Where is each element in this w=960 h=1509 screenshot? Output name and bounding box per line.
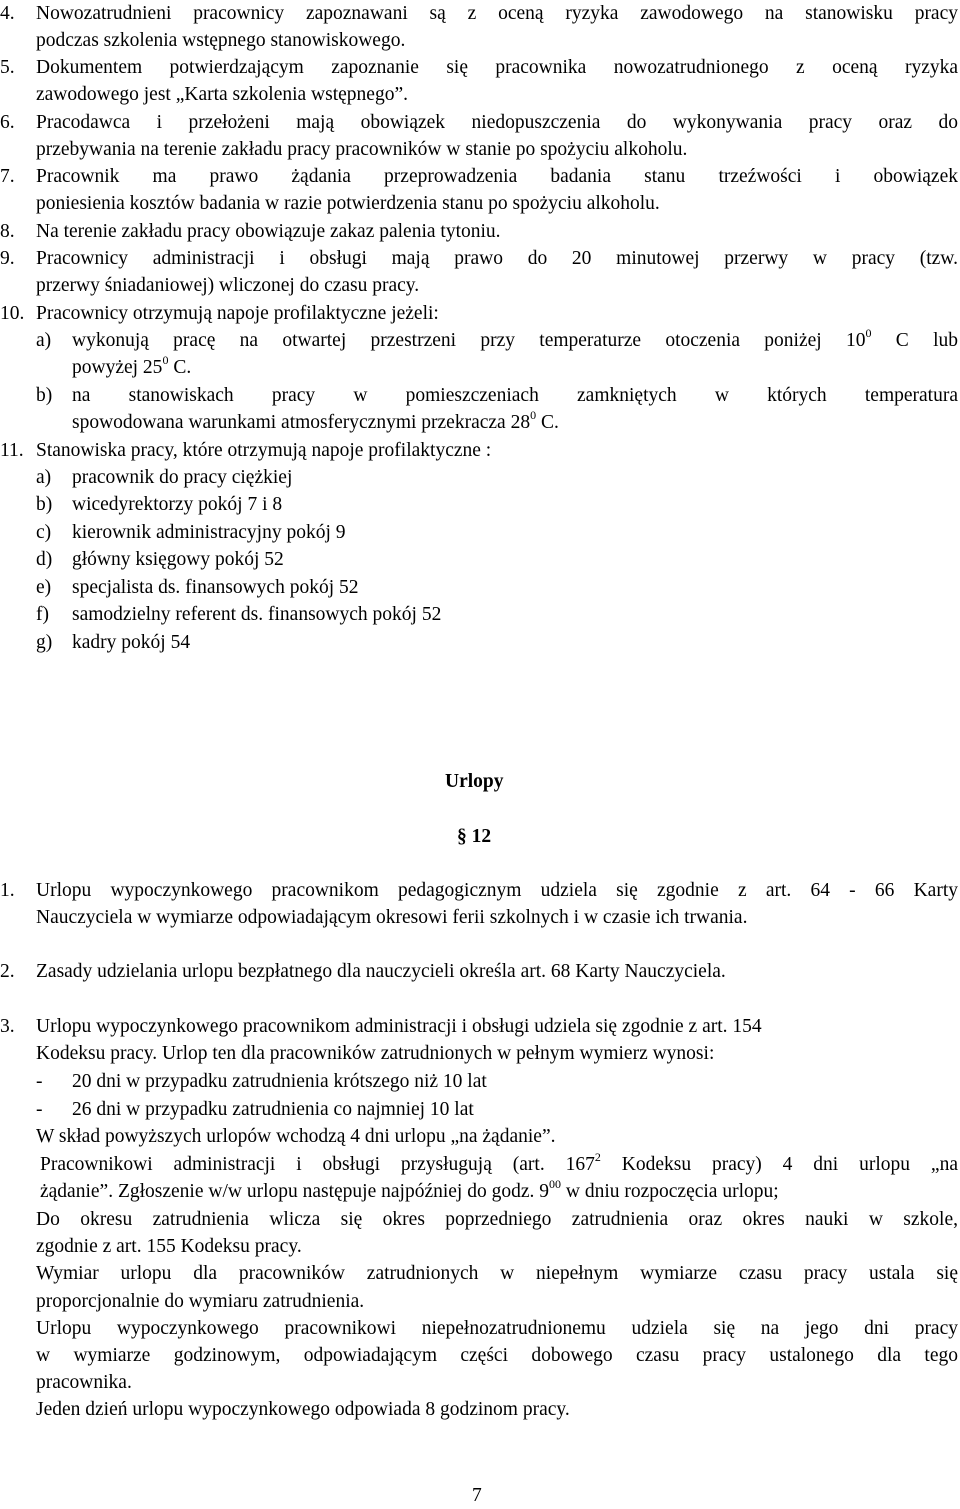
item-number: 8. (0, 221, 15, 242)
item-number: 3. (0, 1016, 15, 1037)
sub-item-text: specjalista ds. finansowych pokój 52 (72, 577, 359, 598)
sub-item-label: e) (36, 577, 52, 598)
item-number: 1. (0, 880, 15, 901)
item-text-line: Nauczyciela w wymiarze odpowiadającym okresowi ferii szkolnych i w czasie ich trwania. (36, 907, 748, 929)
text-paragraph: Do okresu zatrudnienia wlicza się okres poprzedniego zatrudnienia oraz okres nauki w szkole, zgodnie z art. 155 Kodeksu pracy. Wymiar urlopu dla pracowników zatrudnionych w niepełnym wymiarze czasu pracy ustala się proporcjonalnie do wymiaru zatrudnienia. Urlopu wypoczynkowego pracownikowi niepełnozatrudnionemu udziela się na jego dni pracy w wymiarze godzinowym, odpowiadającym części dobowego czasu pracy ustalonego dla tego pracownika. Jeden dzień urlopu wypoczynkowego odpowiada 8 godzinom pracy. (36, 1209, 958, 1421)
item-text-line: Zasady udzielania urlopu bezpłatnego dla nauczycieli określa art. 68 Karty Nauczyciela. (36, 961, 726, 982)
sub-item-label: g) (36, 632, 53, 653)
item-intro: Pracownicy otrzymują napoje profilaktyczne jeżeli: (36, 303, 439, 324)
item-text-line: Pracownicy administracji i obsługi mają prawo do 20 minutowej przerwy w pracy (tzw. (36, 248, 958, 269)
dash-text: 20 dni w przypadku zatrudnienia krótszego niż 10 lat (72, 1071, 487, 1092)
sub-item-label: a) (36, 467, 52, 488)
item-number: 6. (0, 112, 15, 133)
sub-item-label: a) (36, 330, 52, 351)
sub-item-label: d) (36, 549, 53, 570)
sub-item-line: wykonują pracę na otwartej przestrzeni przy temperaturze otoczenia poniżej $10^0$ C lub (72, 326, 958, 351)
item-text-line: Na terenie zakładu pracy obowiązuje zakaz palenia tytoniu. (36, 221, 501, 242)
sub-item-text: pracownik do pracy ciężkiej (72, 467, 293, 488)
item-number: 5. (0, 57, 15, 78)
sub-item-label: f) (36, 604, 49, 625)
sub-item-line: spowodowana warunkami atmosferycznymi przekracza $28^0$ C. (72, 408, 559, 434)
paragraph-sign: § 12 (457, 826, 492, 847)
item-number: 11. (0, 440, 24, 461)
sub-item-text: kierownik administracyjny pokój 9 (72, 522, 346, 543)
sub-item-text: główny księgowy pokój 52 (72, 549, 284, 570)
item-text-line: Pracodawca i przełożeni mają obowiązek niedopuszczenia do wykonywania pracy oraz do (36, 112, 958, 133)
text-line: Pracownikowi administracji i obsługi przysługują (art. $167^2$ Kodeksu pracy) 4 dni urlopu „na (40, 1150, 958, 1175)
item-text-line: zawodowego jest „Karta szkolenia wstępnego”. (36, 84, 408, 106)
dash-text: 26 dni w przypadku zatrudnienia co najmniej 10 lat (72, 1099, 474, 1120)
sub-item-line: powyżej $25^0$ C. (72, 353, 192, 379)
item-text-line: poniesienia kosztów badania w razie potwierdzenia stanu po spożyciu alkoholu. (36, 193, 660, 215)
item-text-line: Urlopu wypoczynkowego pracownikom pedagogicznym udziela się zgodnie z art. 64 - 66 Karty (36, 880, 958, 901)
item-number: 4. (0, 3, 15, 24)
sub-item-text: samodzielny referent ds. finansowych pokój 52 (72, 604, 442, 625)
sub-item-label: c) (36, 522, 52, 543)
sub-item-line: na stanowiskach pracy w pomieszczeniach zamkniętych w których temperatura (72, 385, 958, 406)
page-number: 7 (472, 1485, 482, 1506)
dash-bullet: - (36, 1071, 43, 1092)
text-line: W skład powyższych urlopów wchodzą 4 dni urlopu „na żądanie”. (36, 1126, 556, 1147)
item-number: 9. (0, 248, 15, 269)
item-number: 7. (0, 166, 15, 187)
dash-bullet: - (36, 1099, 43, 1120)
sub-item-text: kadry pokój 54 (72, 632, 191, 653)
item-intro: Stanowiska pracy, które otrzymują napoje profilaktyczne : (36, 440, 492, 461)
item-text-line: Kodeksu pracy. Urlop ten dla pracowników zatrudnionych w pełnym wymierz wynosi: (36, 1043, 715, 1065)
item-number: 2. (0, 961, 15, 982)
sub-item-label: b) (36, 494, 53, 515)
item-text-line: podczas szkolenia wstępnego stanowiskowego. (36, 30, 406, 52)
item-text-line: Pracownik ma prawo żądania przeprowadzenia badania stanu trzeźwości i obowiązek (36, 166, 958, 187)
item-text-line: Urlopu wypoczynkowego pracownikom administracji i obsługi udziela się zgodnie z art. 154 (36, 1016, 762, 1037)
item-text-line: przebywania na terenie zakładu pracy pracowników w stanie po spożyciu alkoholu. (36, 139, 688, 161)
sub-item-label: b) (36, 385, 53, 406)
text-line: żądanie”. Zgłoszenie w/w urlopu następuje najpóźniej do godz. $9^{00}$ w dniu rozpoczęcia urlopu; (40, 1177, 779, 1202)
item-text-line: Nowozatrudnieni pracownicy zapoznawani są z oceną ryzyka zawodowego na stanowisku pracy (36, 3, 958, 24)
item-number: 10. (0, 303, 25, 324)
item-text-line: Dokumentem potwierdzającym zapoznanie się pracownika nowozatrudnionego z oceną ryzyka (36, 57, 958, 78)
item-text-line: przerwy śniadaniowej) wliczonej do czasu pracy. (36, 275, 420, 297)
section-heading: Urlopy (445, 771, 504, 792)
sub-item-text: wicedyrektorzy pokój 7 i 8 (72, 494, 283, 515)
